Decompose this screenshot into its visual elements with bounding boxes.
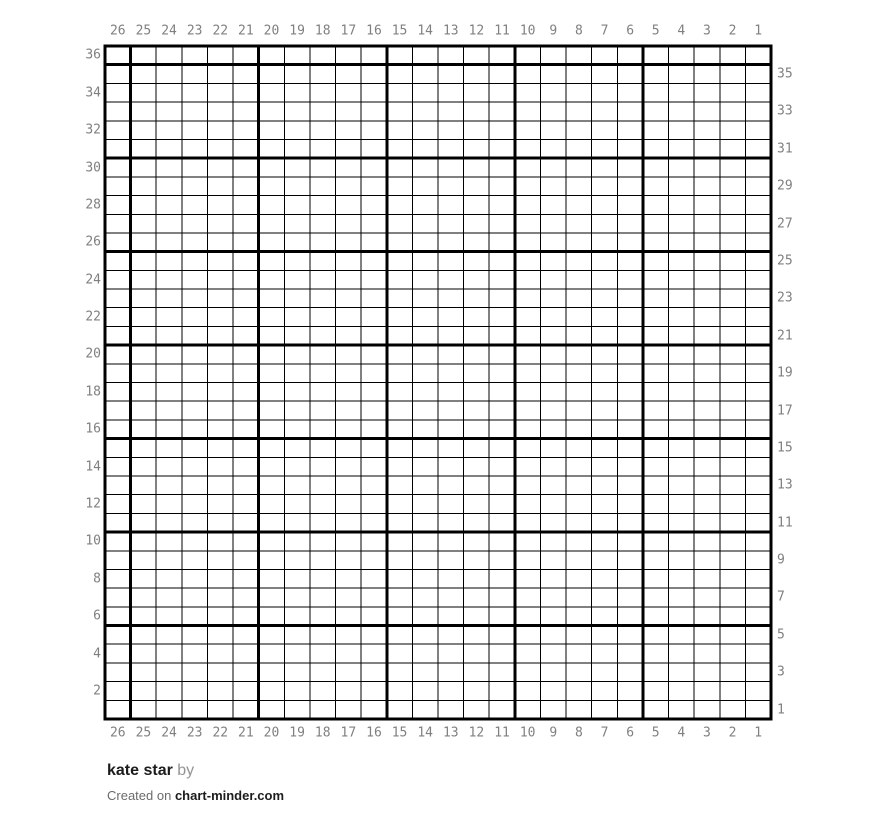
row-label-right: 33 xyxy=(777,103,793,119)
column-label-top: 15 xyxy=(391,23,408,39)
column-label-top: 3 xyxy=(703,23,711,39)
row-label-right: 9 xyxy=(777,552,785,568)
column-label-top: 12 xyxy=(468,23,485,39)
row-label-left: 12 xyxy=(85,496,101,512)
column-label-top: 17 xyxy=(340,23,357,39)
row-label-right: 19 xyxy=(777,365,793,381)
row-label-right: 3 xyxy=(777,664,785,680)
row-label-right: 1 xyxy=(777,702,785,718)
row-label-left: 8 xyxy=(93,571,101,587)
column-label-top: 24 xyxy=(161,23,177,39)
row-label-right: 29 xyxy=(777,178,793,194)
row-label-right: 5 xyxy=(777,627,785,643)
row-label-left: 28 xyxy=(85,197,101,213)
column-label-top: 26 xyxy=(109,23,126,39)
row-label-left: 16 xyxy=(85,421,101,437)
row-label-left: 20 xyxy=(85,346,101,362)
chart-byline: by xyxy=(177,762,195,779)
column-label-bottom: 20 xyxy=(263,725,280,741)
row-label-left: 2 xyxy=(93,683,101,699)
column-label-bottom: 22 xyxy=(212,725,229,741)
column-label-top: 1 xyxy=(754,23,763,39)
column-label-bottom: 25 xyxy=(135,725,152,741)
row-label-right: 15 xyxy=(777,440,793,456)
row-label-left: 30 xyxy=(85,160,101,175)
column-label-bottom: 26 xyxy=(109,725,126,741)
column-label-bottom: 13 xyxy=(442,725,459,741)
column-label-bottom: 14 xyxy=(417,725,434,741)
column-label-top: 20 xyxy=(263,23,280,39)
column-label-top: 21 xyxy=(238,23,254,39)
column-label-top: 7 xyxy=(600,23,609,39)
row-label-left: 22 xyxy=(85,309,101,325)
row-label-right: 31 xyxy=(777,141,793,157)
column-label-top: 5 xyxy=(651,23,660,39)
column-label-top: 8 xyxy=(574,23,583,39)
row-label-left: 34 xyxy=(85,85,101,101)
column-label-top: 22 xyxy=(212,23,229,39)
row-label-left: 32 xyxy=(85,122,101,138)
column-label-bottom: 19 xyxy=(289,725,305,741)
credit-site: chart-minder.com xyxy=(174,788,285,803)
column-label-bottom: 4 xyxy=(677,725,686,741)
column-label-bottom: 16 xyxy=(366,725,382,741)
column-label-top: 2 xyxy=(728,23,737,39)
column-label-bottom: 24 xyxy=(161,725,177,741)
column-label-bottom: 7 xyxy=(600,725,609,741)
row-label-left: 10 xyxy=(85,533,101,549)
row-label-right: 25 xyxy=(777,253,793,269)
column-label-top: 23 xyxy=(186,23,203,39)
row-label-right: 21 xyxy=(777,328,793,344)
row-label-right: 7 xyxy=(777,589,785,605)
column-label-top: 10 xyxy=(519,23,536,39)
row-label-left: 36 xyxy=(85,47,101,63)
row-label-right: 27 xyxy=(777,216,793,232)
column-label-bottom: 9 xyxy=(549,725,558,741)
column-label-top: 4 xyxy=(677,23,686,39)
credit-line xyxy=(107,788,284,804)
column-label-bottom: 21 xyxy=(238,725,254,741)
row-label-left: 14 xyxy=(85,459,101,475)
row-label-right: 35 xyxy=(777,66,793,82)
column-label-top: 11 xyxy=(494,23,510,39)
row-label-left: 4 xyxy=(93,646,101,662)
column-label-bottom: 15 xyxy=(391,725,408,741)
column-label-bottom: 18 xyxy=(314,725,331,741)
column-label-top: 16 xyxy=(366,23,382,39)
column-label-bottom: 17 xyxy=(340,725,357,741)
column-label-top: 18 xyxy=(314,23,331,39)
column-label-bottom: 5 xyxy=(651,725,660,741)
column-label-top: 19 xyxy=(289,23,305,39)
chart-title: kate star xyxy=(107,762,173,779)
column-label-bottom: 3 xyxy=(703,725,711,741)
chart-title-line xyxy=(107,761,194,780)
column-label-top: 14 xyxy=(417,23,434,39)
column-label-top: 25 xyxy=(135,23,152,39)
row-label-left: 26 xyxy=(85,234,101,250)
column-label-bottom: 6 xyxy=(626,725,635,741)
column-label-bottom: 1 xyxy=(754,725,763,741)
column-label-bottom: 8 xyxy=(574,725,583,741)
row-label-right: 11 xyxy=(777,515,793,531)
row-label-left: 18 xyxy=(85,384,101,400)
row-label-right: 17 xyxy=(777,403,793,419)
column-label-top: 9 xyxy=(549,23,558,39)
column-label-bottom: 2 xyxy=(728,725,737,741)
column-label-bottom: 12 xyxy=(468,725,485,741)
credit-prefix: Created on xyxy=(107,788,172,803)
row-label-right: 13 xyxy=(777,477,793,493)
column-label-bottom: 23 xyxy=(186,725,203,741)
column-label-bottom: 11 xyxy=(494,725,510,741)
row-label-right: 23 xyxy=(777,290,793,306)
column-label-top: 13 xyxy=(442,23,459,39)
column-label-top: 6 xyxy=(626,23,635,39)
row-label-left: 24 xyxy=(85,272,101,288)
column-label-bottom: 10 xyxy=(519,725,536,741)
row-label-left: 6 xyxy=(93,608,101,624)
